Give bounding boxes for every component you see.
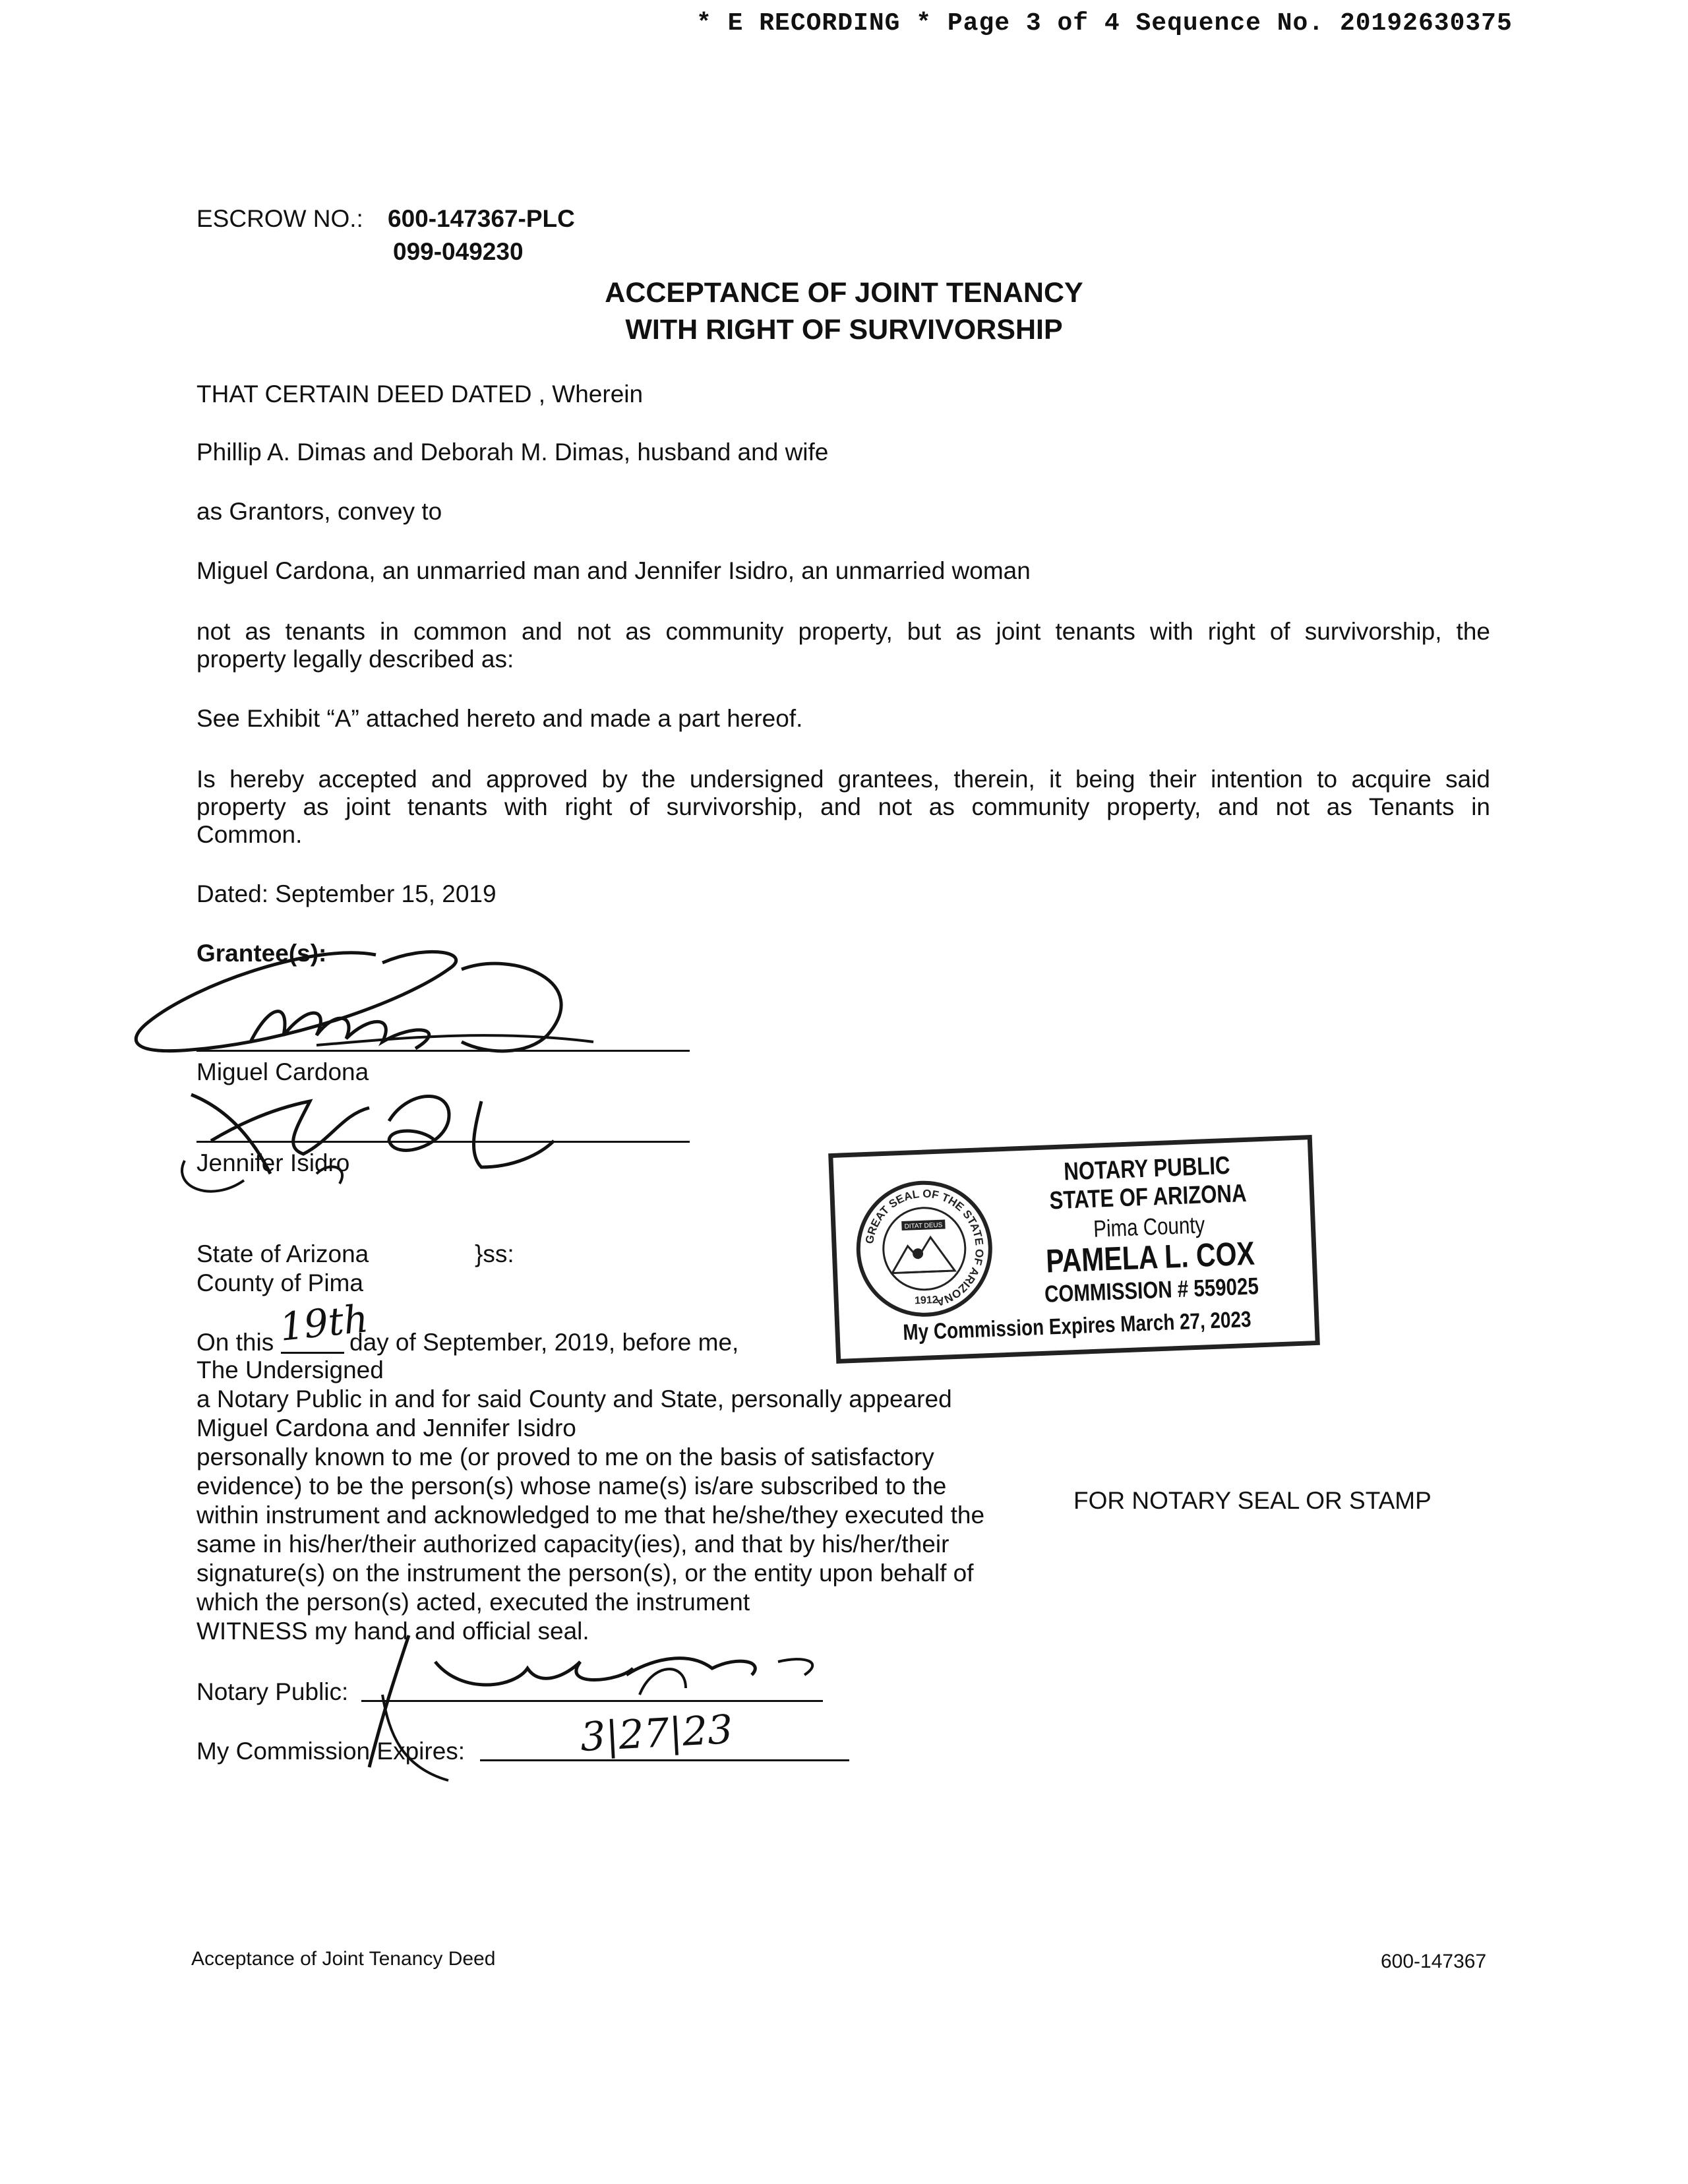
stamp-line-2: STATE OF ARIZONA — [1048, 1179, 1248, 1215]
ack-line-1: a Notary Public in and for said County and State, personally appeared — [196, 1385, 952, 1412]
stamp-line-3: Pima County — [1093, 1211, 1205, 1242]
venue-ss: }ss: — [475, 1240, 514, 1267]
svg-text:DITAT DEUS: DITAT DEUS — [904, 1221, 943, 1230]
recording-header: * E RECORDING * Page 3 of 4 Sequence No. 20192630375 — [696, 9, 1513, 38]
ack-line-5: within instrument and acknowledged to me that he/she/they executed the — [196, 1502, 985, 1529]
document-title-line-1: ACCEPTANCE OF JOINT TENANCY — [605, 277, 1083, 309]
escrow-number-1: 600-147367-PLC — [388, 205, 575, 232]
notary-public-label: Notary Public: — [196, 1678, 349, 1705]
stamp-notary-name: PAMELA L. COX — [1045, 1234, 1255, 1280]
dated-text: Dated: September 15, 2019 — [196, 880, 497, 907]
deed-dated-text: THAT CERTAIN DEED DATED , Wherein — [196, 380, 644, 408]
commission-signature-stroke — [343, 1688, 514, 1794]
grantee-1-name: Miguel Cardona — [196, 1058, 369, 1085]
stamp-commission-number: COMMISSION # 559025 — [1044, 1272, 1259, 1308]
ack-line-2: Miguel Cardona and Jennifer Isidro — [196, 1414, 576, 1441]
svg-text:1912: 1912 — [914, 1294, 938, 1307]
on-this-prefix: On this — [196, 1329, 274, 1356]
commission-label: My Commission Expires: — [196, 1738, 466, 1765]
ack-line-8: which the person(s) acted, executed the instrument — [196, 1589, 750, 1616]
escrow-number-2: 099-049230 — [393, 238, 524, 265]
footer-right: 600-147367 — [1381, 1951, 1487, 1972]
ack-line-7: signature(s) on the instrument the person(s), or the entity upon behalf of — [196, 1560, 974, 1587]
notary-seal-caption: FOR NOTARY SEAL OR STAMP — [1073, 1487, 1432, 1514]
on-this-suffix: day of September, 2019, before me, — [349, 1329, 739, 1356]
day-blank-line — [281, 1352, 344, 1354]
grantee-2-signature — [171, 1068, 567, 1200]
the-undersigned: The Undersigned — [196, 1356, 384, 1383]
accepted-line-2: property as joint tenants with right of survivorship, and not as community property, and not as Tenants in — [196, 793, 1490, 820]
accepted-line-3: Common. — [196, 821, 303, 848]
tenancy-line-1: not as tenants in common and not as community property, but as joint tenants with right of survivorship, the — [196, 618, 1490, 645]
tenancy-line-2: property legally described as: — [196, 646, 514, 673]
ack-line-4: evidence) to be the person(s) whose name(s) is/are subscribed to the — [196, 1472, 947, 1500]
arizona-state-seal-icon — [853, 1177, 996, 1321]
grantees-label: Grantee(s): — [196, 940, 327, 967]
commission-handwritten-date: 3|27|23 — [579, 1706, 734, 1761]
svg-text:GREAT SEAL OF THE STATE OF ARI: GREAT SEAL OF THE STATE OF ARIZONA — [863, 1187, 986, 1309]
accepted-line-1: Is hereby accepted and approved by the undersigned grantees, therein, it being their intention to acquire said — [196, 766, 1490, 793]
handwritten-day: 19th — [277, 1296, 371, 1350]
venue-county: County of Pima — [196, 1269, 363, 1296]
ack-line-3: personally known to me (or proved to me on the basis of satisfactory — [196, 1443, 934, 1471]
grantee-1-signature — [119, 923, 620, 1075]
ack-line-9: WITNESS my hand and official seal. — [196, 1618, 589, 1645]
as-grantors-text: as Grantors, convey to — [196, 498, 442, 525]
grantee-2-name: Jennifer Isidro — [196, 1149, 350, 1176]
footer-left: Acceptance of Joint Tenancy Deed — [191, 1948, 496, 1970]
exhibit-text: See Exhibit “A” attached hereto and made a part hereof. — [196, 705, 803, 732]
ack-line-6: same in his/her/their authorized capacity(ies), and that by his/her/their — [196, 1531, 950, 1558]
notary-stamp — [828, 1135, 1320, 1364]
grantors-text: Phillip A. Dimas and Deborah M. Dimas, husband and wife — [196, 439, 829, 466]
commission-line — [480, 1759, 849, 1761]
stamp-commission-expiry: My Commission Expires March 27, 2023 — [902, 1306, 1252, 1346]
document-title-line-2: WITH RIGHT OF SURVIVORSHIP — [625, 314, 1063, 346]
grantees-text: Miguel Cardona, an unmarried man and Jennifer Isidro, an unmarried woman — [196, 557, 1031, 584]
venue-state: State of Arizona — [196, 1240, 369, 1267]
escrow-label: ESCROW NO.: — [196, 205, 363, 232]
stamp-line-1: NOTARY PUBLIC — [1063, 1151, 1231, 1186]
